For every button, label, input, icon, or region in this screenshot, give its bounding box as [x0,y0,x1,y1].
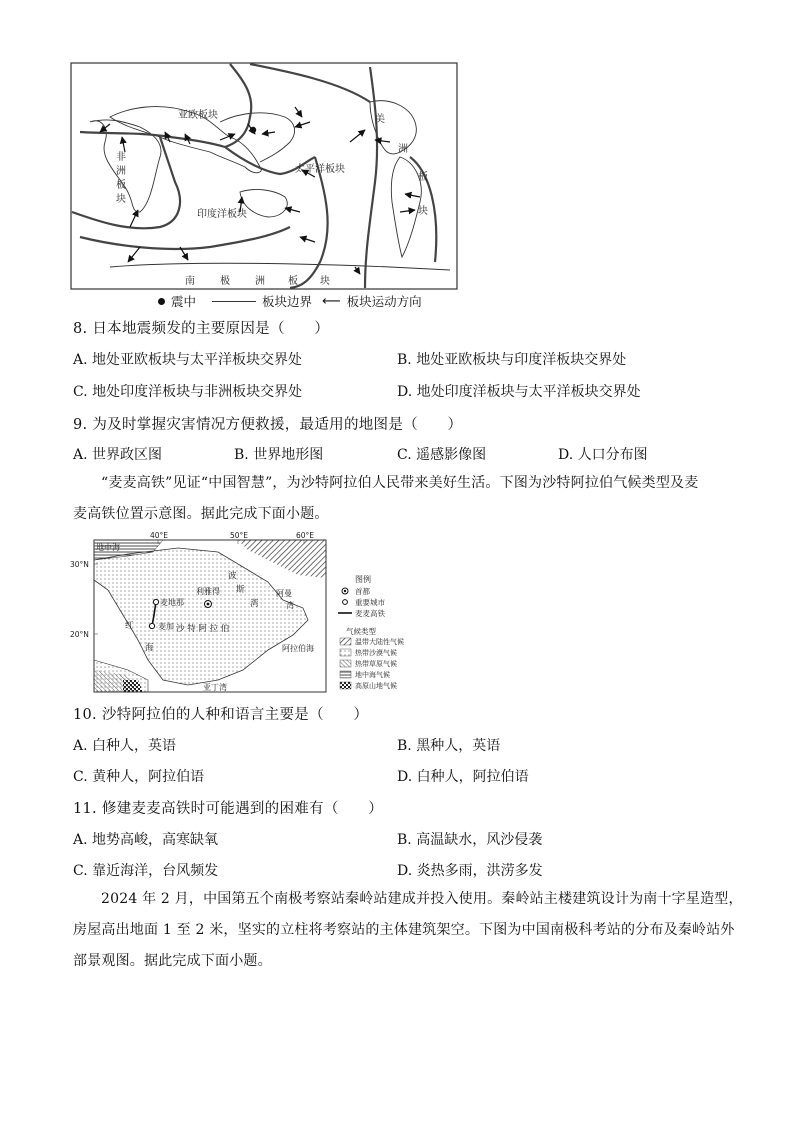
legend-climate-3: 地中海气候 [355,671,390,679]
label-persian-3: 湾 [250,599,259,609]
q10-option-d[interactable]: D. 白种人，阿拉伯语 [397,769,529,785]
label-arabian-sea: 阿拉伯海 [282,644,314,653]
q8-option-d[interactable]: D. 地处印度洋板块与太平洋板块交界处 [397,384,641,400]
label-american-3: 板 [418,172,428,183]
tick-20n: 20°N [70,630,89,639]
legend-city: 重要城市 [355,598,385,607]
intro2-line2: 房屋高出地面 1 至 2 米，坚实的立柱将考察站的主体建筑架空。下图为中国南极科考站的分布及秦岭站外 [73,922,735,938]
epicenter-japan [250,127,256,133]
label-african-2: 洲 [116,166,126,177]
q10-option-a[interactable]: A. 白种人，英语 [73,738,177,754]
legend-motion: 板块运动方向 [346,294,422,309]
q11-option-d[interactable]: D. 炎热多雨，洪涝多发 [397,863,543,879]
q9-option-a[interactable]: A. 世界政区图 [73,447,163,463]
question-11-stem: 11. 修建麦麦高铁时可能遇到的困难有（ ） [73,801,384,817]
label-african-1: 非 [116,152,126,163]
arrow-left-icon: ⟵ [322,293,341,309]
label-oman: 阿曼 [276,589,292,598]
label-pacific-plate: 太平洋板块 [295,164,345,175]
tick-50e: 50°E [230,531,249,540]
saudi-climate-map [68,530,418,698]
legend-climate-title: 气候类型 [346,627,376,636]
q8-option-a[interactable]: A. 地处亚欧板块与太平洋板块交界处 [73,352,303,368]
label-african-4: 块 [116,194,126,205]
map-frame [71,63,457,289]
intro2-line3: 部景观图。据此完成下面小题。 [73,953,272,969]
legend-epicenter: 震中 [171,294,197,309]
q10-option-b[interactable]: B. 黑种人，英语 [397,738,501,754]
label-antarctic-3: 洲 [255,276,265,287]
q8-option-c[interactable]: C. 地处印度洋板块与非洲板块交界处 [73,384,303,400]
label-oman-gulf: 湾 [286,601,294,610]
legend-railway: 麦麦高铁 [355,609,385,618]
tick-40e: 40°E [150,531,169,540]
label-mecca: 麦加 [158,622,174,631]
label-persian-2: 斯 [236,585,245,595]
label-antarctic-5: 块 [320,276,330,287]
q11-option-c[interactable]: C. 靠近海洋，台风频发 [73,863,219,879]
label-antarctic-1: 南 [185,276,195,287]
q10-option-c[interactable]: C. 黄种人，阿拉伯语 [73,769,205,785]
legend-boundary: 板块边界 [262,294,313,309]
label-antarctic-2: 极 [220,276,230,287]
boundary-line-icon [212,301,256,302]
q8-option-b[interactable]: B. 地处亚欧板块与印度洋板块交界处 [397,352,627,368]
map1-legend [158,292,422,310]
tick-60e: 60°E [296,531,315,540]
label-riyadh: 利雅得 [196,587,220,596]
question-10-stem: 10. 沙特阿拉伯的人种和语言主要是（ ） [73,707,369,723]
label-american-1: 美 [375,114,385,125]
label-red-1: 红 [125,621,134,631]
question-9-stem: 9. 为及时掌握灾害情况方便救援，最适用的地图是（ ） [73,417,463,433]
label-african-3: 板 [116,180,126,191]
legend-climate-0: 温带大陆性气候 [355,638,404,646]
tick-30n: 30°N [70,560,89,569]
legend-climate-4: 高原山地气候 [355,682,397,690]
label-eurasian-plate: 亚欧板块 [178,110,218,121]
q11-option-b[interactable]: B. 高温缺水，风沙侵袭 [397,832,543,848]
q9-option-b[interactable]: B. 世界地形图 [234,447,324,463]
q11-option-a[interactable]: A. 地势高峻，高寒缺氧 [73,832,219,848]
label-antarctic-4: 板 [288,276,298,287]
intro1-line2: 麦高铁位置示意图。据此完成下面小题。 [73,506,329,522]
legend-climate-1: 热带沙漠气候 [355,649,397,657]
intro2-line1: 2024 年 2 月，中国第五个南极考察站秦岭站建成并投入使用。秦岭站主楼建筑设计为南十字星造型， [101,891,743,907]
legend-capital: 首都 [355,587,370,596]
epicenter-dot-icon [158,298,165,305]
q9-option-d[interactable]: D. 人口分布图 [558,447,648,463]
label-american-4: 块 [418,206,428,217]
q9-option-c[interactable]: C. 遥感影像图 [397,447,487,463]
label-aden: 亚丁湾 [203,683,227,692]
label-indian-plate: 印度洋板块 [197,209,247,220]
question-8-stem: 8. 日本地震频发的主要原因是（ ） [73,321,330,337]
legend-title: 图例 [355,575,371,584]
label-red-2: 海 [145,643,154,653]
label-saudi: 沙 特 阿 拉 伯 [176,624,230,634]
label-american-2: 洲 [398,144,408,155]
label-medina: 麦地那 [160,598,184,607]
intro1-line1: “麦麦高铁”见证“中国智慧”，为沙特阿拉伯人民带来美好生活。下图为沙特阿拉伯气候类型及麦 [101,475,699,491]
plate-tectonics-map [70,62,460,292]
legend-climate-2: 热带草原气候 [355,660,397,668]
label-persian-1: 波 [228,571,237,581]
label-mediterranean: 地中海 [96,543,120,552]
